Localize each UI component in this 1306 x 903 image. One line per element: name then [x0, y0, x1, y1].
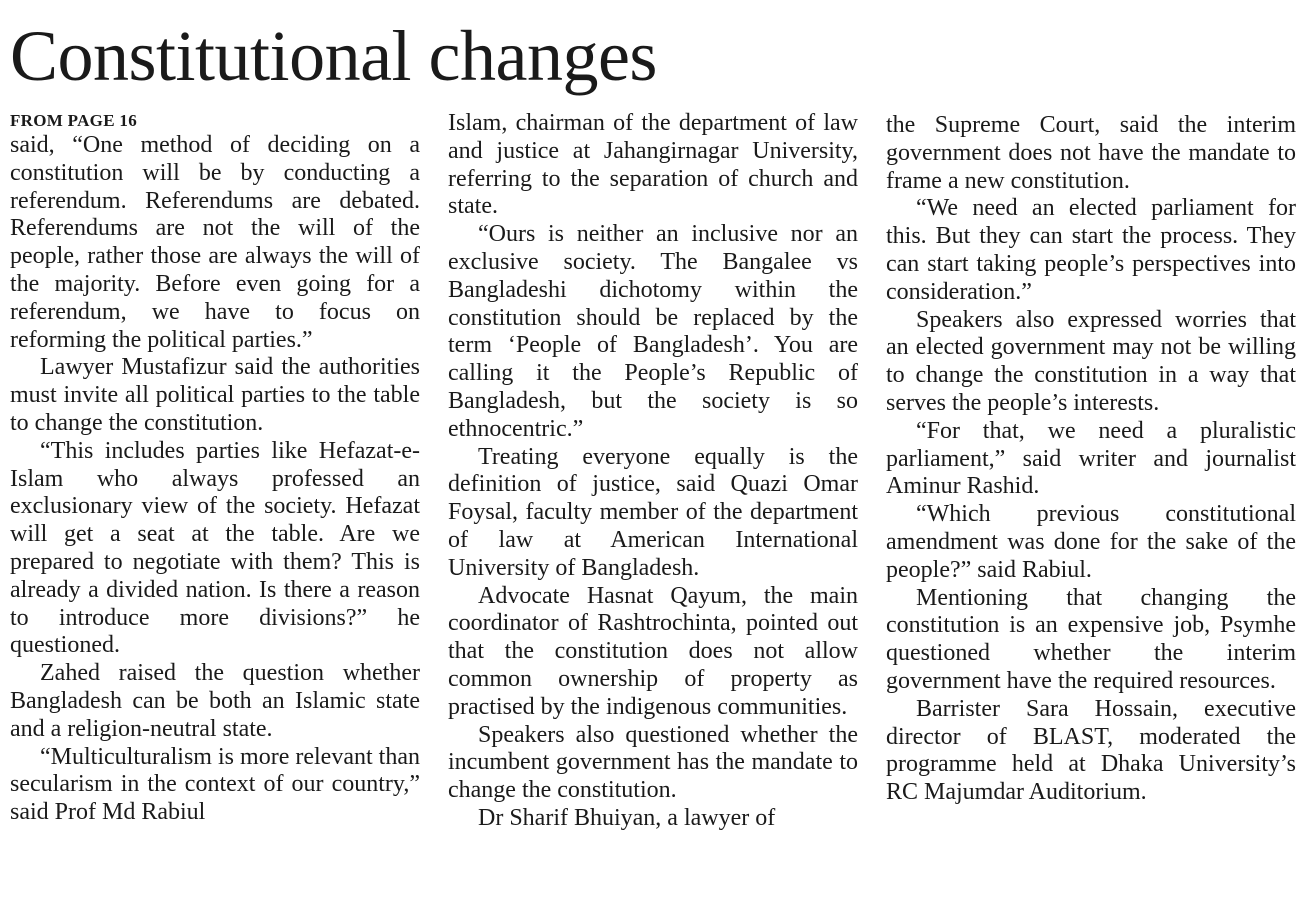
article-column-2: [448, 110, 858, 833]
paragraph: “For that, we need a pluralistic parliament,” said writer and journalist Aminur Rashid.: [886, 417, 1296, 500]
paragraph: “Multiculturalism is more relevant than secularism in the context of our country,” said Prof Md Rabiul: [10, 743, 420, 826]
article-column-3: [886, 112, 1296, 807]
paragraph: Islam, chairman of the department of law and justice at Jahangirnagar University, referring to the separation of church and state.: [448, 110, 858, 220]
continued-from-kicker: FROM PAGE 16: [10, 111, 137, 130]
paragraph: “Ours is neither an inclusive nor an exclusive society. The Bangalee vs Bangladeshi dichotomy within the constitution should be replaced by the term ‘People of Bangladesh’. You are calling it the People’s Republic of Bangladesh, but the society is so ethnocentric.”: [448, 221, 858, 442]
paragraph: Advocate Hasnat Qayum, the main coordinator of Rashtrochinta, pointed out that the constitution does not allow common ownership of property as practised by the indigenous communities.: [448, 582, 858, 720]
paragraph: “This includes parties like Hefazat-e-Islam who always professed an exclusionary view of the society. Hefazat will get a seat at the table. Are we prepared to negotiate with them? This is already a divided nation. Is there a reason to introduce more divisions?” he questioned.: [10, 437, 420, 659]
paragraph: the Supreme Court, said the interim government does not have the mandate to frame a new constitution.: [886, 112, 1296, 194]
paragraph: Lawyer Mustafizur said the authorities must invite all political parties to the table to change the constitution.: [10, 354, 420, 436]
headline: Constitutional changes: [10, 16, 657, 96]
paragraph: Speakers also expressed worries that an elected government may not be willing to change the constitution in a way that serves the people’s interests.: [886, 306, 1296, 416]
paragraph: Dr Sharif Bhuiyan, a lawyer of: [478, 804, 776, 831]
article-column-1: [10, 110, 420, 827]
paragraph: Speakers also questioned whether the incumbent government has the mandate to change the constitution.: [448, 721, 858, 804]
paragraph: “Which previous constitutional amendment was done for the sake of the people?” said Rabiul.: [886, 501, 1296, 583]
paragraph: Treating everyone equally is the definition of justice, said Quazi Omar Foysal, faculty member of the department of law at American International University of Bangladesh.: [448, 443, 858, 581]
paragraph: Barrister Sara Hossain, executive director of BLAST, moderated the programme held at Dhaka University’s RC Majumdar Auditorium.: [886, 695, 1296, 806]
paragraph: Zahed raised the question whether Bangladesh can be both an Islamic state and a religion-neutral state.: [10, 660, 420, 742]
paragraph: “We need an elected parliament for this. But they can start the process. They can start taking people’s perspectives into consideration.”: [886, 195, 1296, 305]
paragraph: Mentioning that changing the constitution is an expensive job, Psymhe questioned whether the interim government have the required resources.: [886, 584, 1296, 694]
paragraph: said, “One method of deciding on a constitution will be by conducting a referendum. Referendums are debated. Referendums are not the will of the people, rather those are always the will of the majority. Before even going for a referendum, we have to focus on reforming the political parties.”: [10, 132, 420, 353]
